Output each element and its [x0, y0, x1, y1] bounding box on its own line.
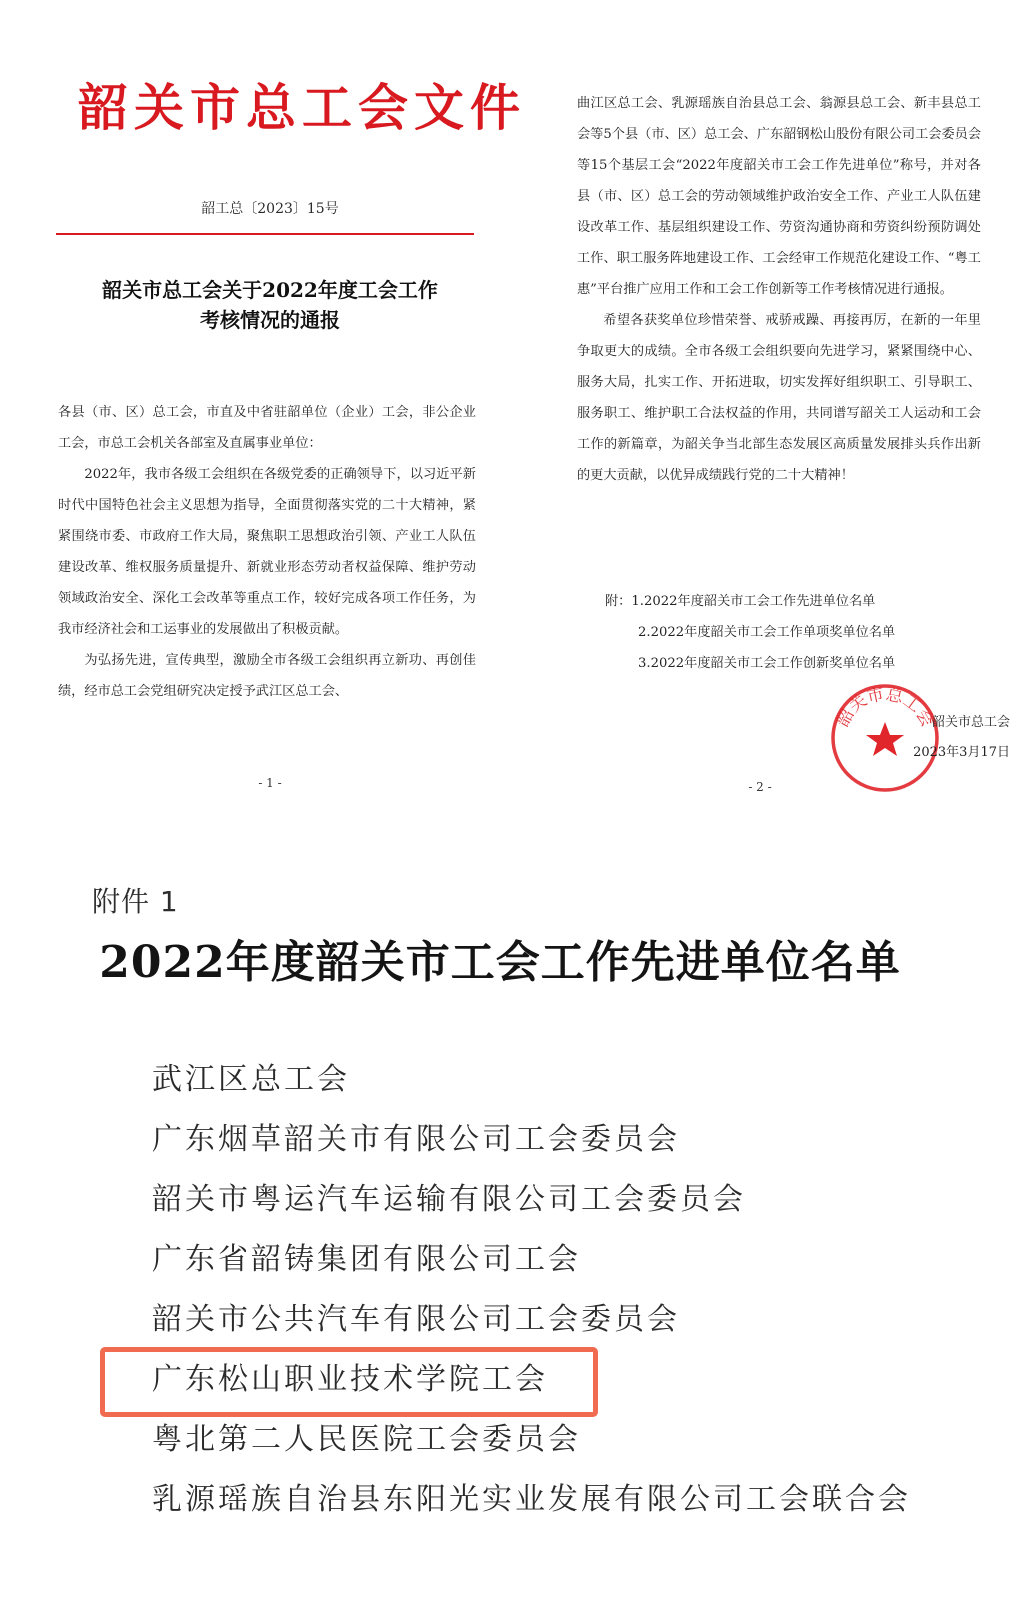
signature-block	[840, 708, 1010, 768]
attachment-item: 3.2022年度韶关市工会工作创新奖单位名单	[638, 656, 896, 671]
highlight-box	[100, 1347, 598, 1417]
body-paragraph: 2022年，我市各级工会组织在各级党委的正确领导下，以习近平新时代中国特色社会主义思想为指导，全面贯彻落实党的二十大精神，紧紧围绕市委、市政府工作大局，聚焦职工思想政治引领、产业工人队伍建设改革、维权服务质量提升、新就业形态劳动者权益保障、维护劳动领域政治安全、深化工会改革等重点工作，较好完成各项工作任务，为我市经济社会和工运事业的发展做出了积极贡献。	[58, 467, 476, 637]
list-item: 韶关市粤运汽车运输有限公司工会委员会	[152, 1182, 746, 1217]
list-item: 广东烟草韶关市有限公司工会委员会	[152, 1122, 680, 1157]
advanced-unit-list	[152, 1052, 952, 1532]
attachment-label: 附件 1	[92, 885, 179, 918]
attachment-item: 2.2022年度韶关市工会工作单项奖单位名单	[638, 625, 896, 640]
document-page-2	[545, 0, 1024, 820]
seal-text: 韶关市总工会	[832, 684, 938, 731]
page-2-body	[577, 88, 981, 491]
list-item: 广东省韶铸集团有限公司工会	[152, 1242, 581, 1277]
red-divider	[56, 233, 474, 235]
document-number: 韶工总〔2023〕15号	[201, 201, 339, 217]
page-number: - 1 -	[258, 776, 282, 790]
body-paragraph: 为弘扬先进，宣传典型，激励全市各级工会组织再立新功、再创佳绩，经市总工会党组研究决定授予武江区总工会、	[58, 653, 476, 699]
document-header: 韶关市总工会文件	[78, 78, 526, 137]
attachment-title: 2022年度韶关市工会工作先进单位名单	[99, 937, 901, 988]
address-paragraph: 各县（市、区）总工会，市直及中省驻韶单位（企业）工会，非公企业工会，市总工会机关各部室及直属事业单位：	[58, 405, 476, 451]
list-item: 乳源瑶族自治县东阳光实业发展有限公司工会联合会	[152, 1482, 911, 1517]
document-page-1	[30, 0, 526, 820]
document-title-line-2: 考核情况的通报	[200, 308, 340, 332]
body-paragraph: 曲江区总工会、乳源瑶族自治县总工会、翁源县总工会、新丰县总工会等5个县（市、区）总工会、广东韶钢松山股份有限公司工会委员会等15个基层工会“2022年度韶关市工会工作先进单位”称号，并对各县（市、区）总工会的劳动领域维护政治安全工作、产业工人队伍建设改革工作、基层组织建设工作、劳资沟通协商和劳资纠纷预防调处工作、职工服务阵地建设工作、工会经审工作规范化建设工作、“粤工惠”平台推广应用工作和工会工作创新等工作考核情况进行通报。	[577, 96, 982, 297]
attachment-list	[605, 586, 985, 679]
body-paragraph: 希望各获奖单位珍惜荣誉、戒骄戒躁、再接再厉，在新的一年里争取更大的成绩。全市各级工会组织要向先进学习，紧紧围绕中心、服务大局，扎实工作、开拓进取，切实发挥好组织职工、引导职工、服务职工、维护职工合法权益的作用，共同谱写韶关工人运动和工会工作的新篇章，为韶关争当北部生态发展区高质量发展排头兵作出新的更大贡献，以优异成绩践行党的二十大精神！	[577, 313, 981, 483]
list-item: 武江区总工会	[152, 1062, 350, 1097]
signature-date: 2023年3月17日	[913, 745, 1010, 760]
list-item-highlighted: 广东松山职业技术学院工会	[152, 1362, 548, 1397]
page-1-body	[58, 397, 476, 707]
list-item: 韶关市公共汽车有限公司工会委员会	[152, 1302, 680, 1337]
signature-org: 韶关市总工会	[931, 715, 1010, 730]
attachment-item: 附：1.2022年度韶关市工会工作先进单位名单	[605, 594, 876, 609]
page-number: - 2 -	[748, 780, 772, 794]
list-item: 粤北第二人民医院工会委员会	[152, 1422, 581, 1457]
document-title	[30, 275, 510, 335]
document-title-line-1: 韶关市总工会关于2022年度工会工作	[102, 278, 438, 302]
